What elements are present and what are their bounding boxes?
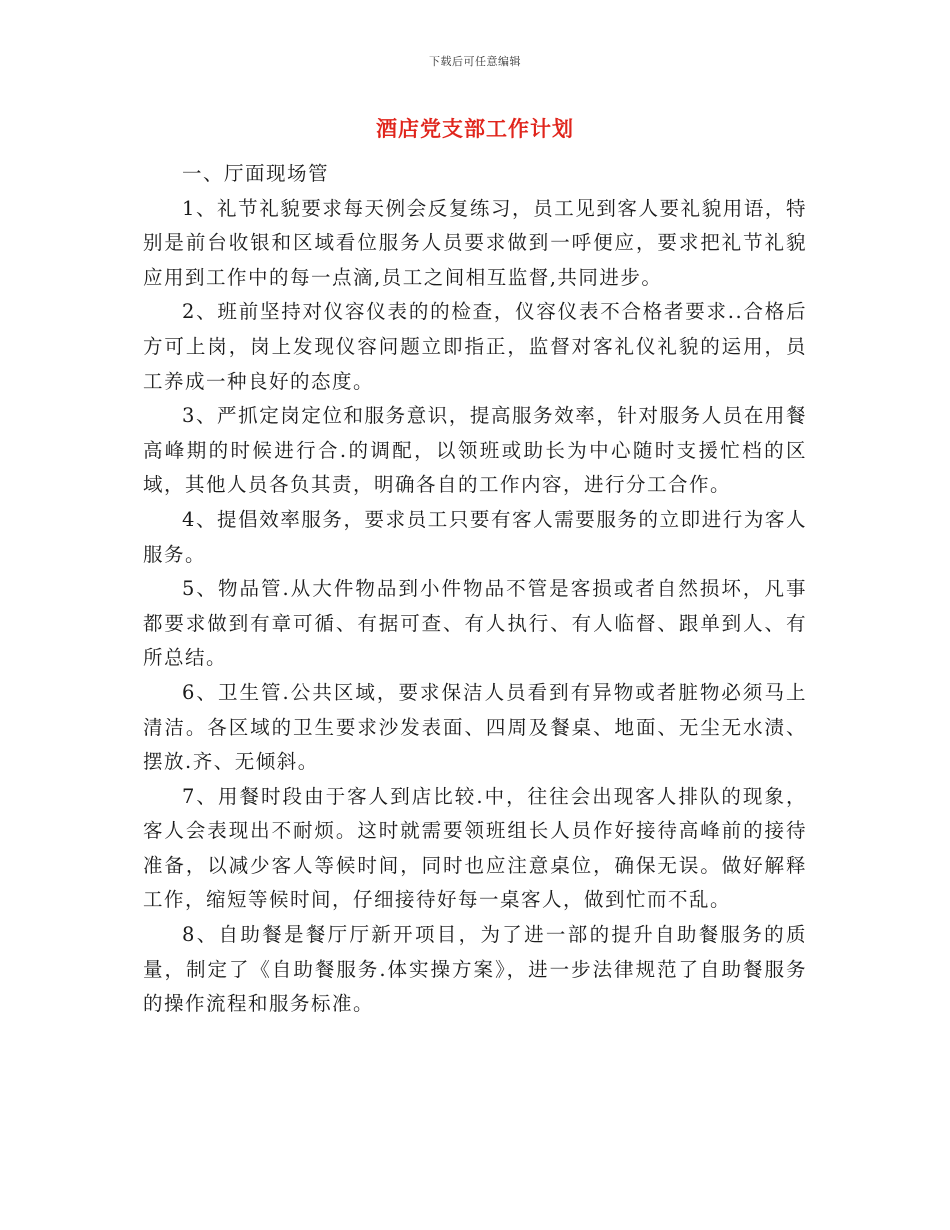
paragraph-item-8: 8、自助餐是餐厅厅新开项目，为了进一部的提升自助餐服务的质量，制定了《自助餐服务.体实操方案》，进一步法律规范了自助餐服务的操作流程和服务标准。 bbox=[143, 923, 807, 1016]
header-note: 下载后可任意编辑 bbox=[429, 55, 521, 68]
paragraph-item-1: 1、礼节礼貌要求每天例会反复练习，员工见到客人要礼貌用语，特别是前台收银和区域看位服务人员要求做到一呼便应，要求把礼节礼貌应用到工作中的每一点滴,员工之间相互监督,共同进步。 bbox=[143, 196, 807, 289]
paragraph-item-5: 5、物品管.从大件物品到小件物品不管是客损或者自然损坏，凡事都要求做到有章可循、有据可查、有人执行、有人临督、跟单到人、有所总结。 bbox=[143, 577, 807, 670]
section-heading: 一、厅面现场管 bbox=[182, 162, 330, 185]
paragraph-item-6: 6、卫生管.公共区域，要求保洁人员看到有异物或者脏物必须马上清洁。各区域的卫生要求沙发表面、四周及餐桌、地面、无尘无水渍、摆放.齐、无倾斜。 bbox=[143, 680, 807, 774]
paragraph-item-4: 4、提倡效率服务，要求员工只要有客人需要服务的立即进行为客人服务。 bbox=[143, 507, 807, 566]
paragraph-item-7: 7、用餐时段由于客人到店比较.中，往往会出现客人排队的现象，客人会表现出不耐烦。这时就需要领班组长人员作好接待高峰前的接待准备，以减少客人等候时间，同时也应注意桌位，确保无误。做好解释工作，缩短等候时间，仔细接待好每一桌客人，做到忙而不乱。 bbox=[143, 784, 807, 912]
document-title: 酒店党支部工作计划 bbox=[376, 116, 574, 141]
paragraph-item-3: 3、严抓定岗定位和服务意识，提高服务效率，针对服务人员在用餐高峰期的时候进行合.的调配，以领班或助长为中心随时支援忙档的区域，其他人员各负其责，明确各自的工作内容，进行分工合作。 bbox=[143, 404, 807, 497]
paragraph-item-2: 2、班前坚持对仪容仪表的的检查，仪容仪表不合格者要求..合格后方可上岗，岗上发现仪容问题立即指正，监督对客礼仪礼貌的运用，员工养成一种良好的态度。 bbox=[143, 300, 807, 393]
document-body bbox=[143, 157, 807, 1022]
